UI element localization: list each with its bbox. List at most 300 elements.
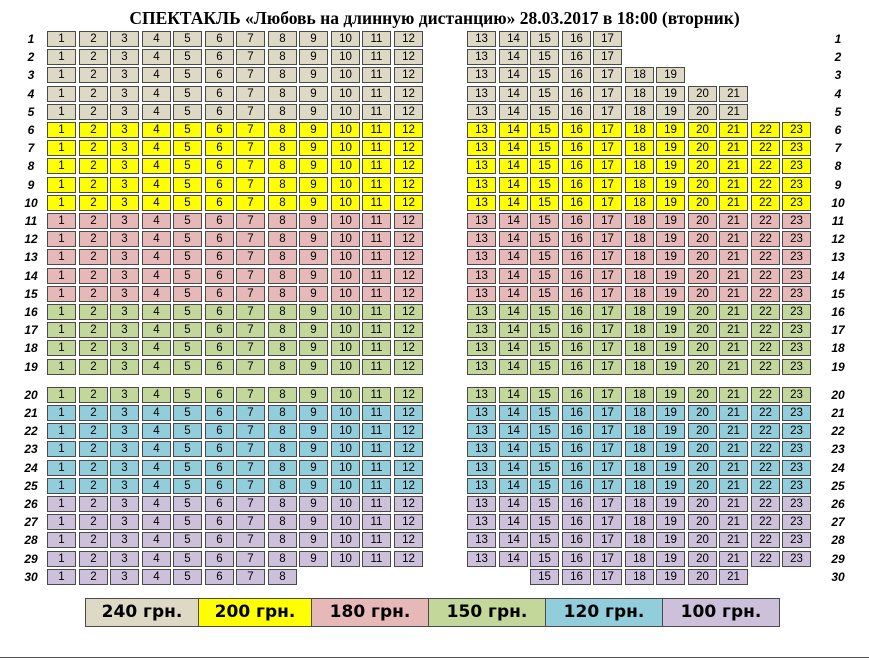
seat-row6-3[interactable]: 3 bbox=[110, 122, 139, 138]
seat-row30-7[interactable]: 7 bbox=[236, 569, 265, 585]
seat-row8-8[interactable]: 8 bbox=[268, 158, 297, 174]
seat-row11-11[interactable]: 11 bbox=[362, 213, 391, 229]
seat-row22-12[interactable]: 12 bbox=[394, 423, 423, 439]
seat-row14-10[interactable]: 10 bbox=[331, 268, 360, 284]
seat-row20-4[interactable]: 4 bbox=[142, 387, 171, 403]
seat-row1-8[interactable]: 8 bbox=[268, 31, 297, 47]
seat-row27-4[interactable]: 4 bbox=[142, 514, 171, 530]
seat-row11-3[interactable]: 3 bbox=[110, 213, 139, 229]
seat-row4-21[interactable]: 21 bbox=[719, 86, 748, 102]
seat-row27-8[interactable]: 8 bbox=[268, 514, 297, 530]
seat-row13-22[interactable]: 22 bbox=[751, 249, 780, 265]
seat-row18-11[interactable]: 11 bbox=[362, 340, 391, 356]
seat-row24-17[interactable]: 17 bbox=[593, 460, 622, 476]
seat-row18-22[interactable]: 22 bbox=[751, 340, 780, 356]
seat-row10-9[interactable]: 9 bbox=[299, 195, 328, 211]
seat-row30-4[interactable]: 4 bbox=[142, 569, 171, 585]
seat-row24-10[interactable]: 10 bbox=[331, 460, 360, 476]
seat-row13-14[interactable]: 14 bbox=[499, 249, 528, 265]
seat-row30-18[interactable]: 18 bbox=[625, 569, 654, 585]
seat-row19-15[interactable]: 15 bbox=[530, 359, 559, 375]
seat-row9-7[interactable]: 7 bbox=[236, 177, 265, 193]
seat-row26-17[interactable]: 17 bbox=[593, 496, 622, 512]
seat-row9-8[interactable]: 8 bbox=[268, 177, 297, 193]
seat-row9-19[interactable]: 19 bbox=[656, 177, 685, 193]
seat-row25-13[interactable]: 13 bbox=[467, 478, 496, 494]
seat-row6-12[interactable]: 12 bbox=[394, 122, 423, 138]
seat-row21-11[interactable]: 11 bbox=[362, 405, 391, 421]
seat-row13-8[interactable]: 8 bbox=[268, 249, 297, 265]
seat-row18-8[interactable]: 8 bbox=[268, 340, 297, 356]
seat-row7-14[interactable]: 14 bbox=[499, 140, 528, 156]
seat-row26-4[interactable]: 4 bbox=[142, 496, 171, 512]
seat-row15-5[interactable]: 5 bbox=[173, 286, 202, 302]
seat-row2-3[interactable]: 3 bbox=[110, 49, 139, 65]
seat-row5-16[interactable]: 16 bbox=[562, 104, 591, 120]
seat-row30-1[interactable]: 1 bbox=[47, 569, 76, 585]
seat-row5-10[interactable]: 10 bbox=[331, 104, 360, 120]
seat-row26-6[interactable]: 6 bbox=[205, 496, 234, 512]
seat-row20-11[interactable]: 11 bbox=[362, 387, 391, 403]
seat-row19-20[interactable]: 20 bbox=[688, 359, 717, 375]
seat-row8-15[interactable]: 15 bbox=[530, 158, 559, 174]
seat-row16-21[interactable]: 21 bbox=[719, 304, 748, 320]
seat-row11-8[interactable]: 8 bbox=[268, 213, 297, 229]
seat-row18-1[interactable]: 1 bbox=[47, 340, 76, 356]
seat-row10-2[interactable]: 2 bbox=[79, 195, 108, 211]
seat-row13-5[interactable]: 5 bbox=[173, 249, 202, 265]
seat-row20-23[interactable]: 23 bbox=[782, 387, 811, 403]
seat-row29-6[interactable]: 6 bbox=[205, 551, 234, 567]
seat-row23-16[interactable]: 16 bbox=[562, 441, 591, 457]
seat-row9-22[interactable]: 22 bbox=[751, 177, 780, 193]
seat-row1-1[interactable]: 1 bbox=[47, 31, 76, 47]
seat-row2-12[interactable]: 12 bbox=[394, 49, 423, 65]
seat-row6-9[interactable]: 9 bbox=[299, 122, 328, 138]
seat-row11-13[interactable]: 13 bbox=[467, 213, 496, 229]
seat-row13-4[interactable]: 4 bbox=[142, 249, 171, 265]
seat-row26-8[interactable]: 8 bbox=[268, 496, 297, 512]
seat-row28-19[interactable]: 19 bbox=[656, 532, 685, 548]
seat-row7-23[interactable]: 23 bbox=[782, 140, 811, 156]
seat-row17-7[interactable]: 7 bbox=[236, 322, 265, 338]
seat-row19-14[interactable]: 14 bbox=[499, 359, 528, 375]
seat-row27-20[interactable]: 20 bbox=[688, 514, 717, 530]
seat-row18-6[interactable]: 6 bbox=[205, 340, 234, 356]
seat-row3-18[interactable]: 18 bbox=[625, 67, 654, 83]
seat-row29-23[interactable]: 23 bbox=[782, 551, 811, 567]
seat-row23-10[interactable]: 10 bbox=[331, 441, 360, 457]
seat-row22-14[interactable]: 14 bbox=[499, 423, 528, 439]
seat-row10-17[interactable]: 17 bbox=[593, 195, 622, 211]
seat-row11-7[interactable]: 7 bbox=[236, 213, 265, 229]
seat-row8-5[interactable]: 5 bbox=[173, 158, 202, 174]
seat-row5-19[interactable]: 19 bbox=[656, 104, 685, 120]
seat-row5-13[interactable]: 13 bbox=[467, 104, 496, 120]
seat-row3-6[interactable]: 6 bbox=[205, 67, 234, 83]
seat-row28-18[interactable]: 18 bbox=[625, 532, 654, 548]
seat-row26-13[interactable]: 13 bbox=[467, 496, 496, 512]
seat-row17-19[interactable]: 19 bbox=[656, 322, 685, 338]
seat-row12-8[interactable]: 8 bbox=[268, 231, 297, 247]
seat-row16-14[interactable]: 14 bbox=[499, 304, 528, 320]
seat-row24-6[interactable]: 6 bbox=[205, 460, 234, 476]
seat-row28-7[interactable]: 7 bbox=[236, 532, 265, 548]
seat-row17-16[interactable]: 16 bbox=[562, 322, 591, 338]
seat-row25-19[interactable]: 19 bbox=[656, 478, 685, 494]
seat-row9-16[interactable]: 16 bbox=[562, 177, 591, 193]
seat-row11-20[interactable]: 20 bbox=[688, 213, 717, 229]
seat-row20-21[interactable]: 21 bbox=[719, 387, 748, 403]
seat-row7-21[interactable]: 21 bbox=[719, 140, 748, 156]
seat-row21-8[interactable]: 8 bbox=[268, 405, 297, 421]
seat-row22-5[interactable]: 5 bbox=[173, 423, 202, 439]
seat-row20-20[interactable]: 20 bbox=[688, 387, 717, 403]
seat-row3-5[interactable]: 5 bbox=[173, 67, 202, 83]
seat-row4-1[interactable]: 1 bbox=[47, 86, 76, 102]
seat-row29-22[interactable]: 22 bbox=[751, 551, 780, 567]
seat-row10-6[interactable]: 6 bbox=[205, 195, 234, 211]
seat-row17-14[interactable]: 14 bbox=[499, 322, 528, 338]
seat-row6-8[interactable]: 8 bbox=[268, 122, 297, 138]
seat-row26-21[interactable]: 21 bbox=[719, 496, 748, 512]
seat-row19-1[interactable]: 1 bbox=[47, 359, 76, 375]
seat-row8-3[interactable]: 3 bbox=[110, 158, 139, 174]
seat-row13-13[interactable]: 13 bbox=[467, 249, 496, 265]
seat-row23-22[interactable]: 22 bbox=[751, 441, 780, 457]
seat-row21-7[interactable]: 7 bbox=[236, 405, 265, 421]
seat-row2-14[interactable]: 14 bbox=[499, 49, 528, 65]
seat-row15-6[interactable]: 6 bbox=[205, 286, 234, 302]
seat-row20-14[interactable]: 14 bbox=[499, 387, 528, 403]
seat-row4-5[interactable]: 5 bbox=[173, 86, 202, 102]
seat-row8-20[interactable]: 20 bbox=[688, 158, 717, 174]
seat-row11-19[interactable]: 19 bbox=[656, 213, 685, 229]
seat-row8-1[interactable]: 1 bbox=[47, 158, 76, 174]
seat-row23-1[interactable]: 1 bbox=[47, 441, 76, 457]
seat-row27-23[interactable]: 23 bbox=[782, 514, 811, 530]
seat-row17-6[interactable]: 6 bbox=[205, 322, 234, 338]
seat-row15-15[interactable]: 15 bbox=[530, 286, 559, 302]
seat-row22-4[interactable]: 4 bbox=[142, 423, 171, 439]
seat-row22-16[interactable]: 16 bbox=[562, 423, 591, 439]
seat-row21-5[interactable]: 5 bbox=[173, 405, 202, 421]
seat-row20-16[interactable]: 16 bbox=[562, 387, 591, 403]
seat-row26-3[interactable]: 3 bbox=[110, 496, 139, 512]
seat-row22-19[interactable]: 19 bbox=[656, 423, 685, 439]
seat-row29-19[interactable]: 19 bbox=[656, 551, 685, 567]
seat-row15-18[interactable]: 18 bbox=[625, 286, 654, 302]
seat-row22-7[interactable]: 7 bbox=[236, 423, 265, 439]
seat-row7-6[interactable]: 6 bbox=[205, 140, 234, 156]
seat-row26-7[interactable]: 7 bbox=[236, 496, 265, 512]
seat-row27-10[interactable]: 10 bbox=[331, 514, 360, 530]
seat-row12-2[interactable]: 2 bbox=[79, 231, 108, 247]
seat-row27-21[interactable]: 21 bbox=[719, 514, 748, 530]
seat-row20-5[interactable]: 5 bbox=[173, 387, 202, 403]
seat-row21-9[interactable]: 9 bbox=[299, 405, 328, 421]
seat-row10-21[interactable]: 21 bbox=[719, 195, 748, 211]
seat-row8-21[interactable]: 21 bbox=[719, 158, 748, 174]
seat-row19-2[interactable]: 2 bbox=[79, 359, 108, 375]
seat-row17-10[interactable]: 10 bbox=[331, 322, 360, 338]
seat-row22-21[interactable]: 21 bbox=[719, 423, 748, 439]
seat-row27-1[interactable]: 1 bbox=[47, 514, 76, 530]
seat-row25-14[interactable]: 14 bbox=[499, 478, 528, 494]
seat-row16-4[interactable]: 4 bbox=[142, 304, 171, 320]
seat-row5-1[interactable]: 1 bbox=[47, 104, 76, 120]
seat-row10-3[interactable]: 3 bbox=[110, 195, 139, 211]
seat-row19-19[interactable]: 19 bbox=[656, 359, 685, 375]
seat-row26-2[interactable]: 2 bbox=[79, 496, 108, 512]
seat-row10-14[interactable]: 14 bbox=[499, 195, 528, 211]
seat-row23-20[interactable]: 20 bbox=[688, 441, 717, 457]
seat-row23-15[interactable]: 15 bbox=[530, 441, 559, 457]
seat-row21-21[interactable]: 21 bbox=[719, 405, 748, 421]
seat-row21-20[interactable]: 20 bbox=[688, 405, 717, 421]
seat-row26-15[interactable]: 15 bbox=[530, 496, 559, 512]
seat-row3-2[interactable]: 2 bbox=[79, 67, 108, 83]
seat-row4-16[interactable]: 16 bbox=[562, 86, 591, 102]
seat-row18-20[interactable]: 20 bbox=[688, 340, 717, 356]
seat-row25-20[interactable]: 20 bbox=[688, 478, 717, 494]
seat-row28-2[interactable]: 2 bbox=[79, 532, 108, 548]
seat-row20-13[interactable]: 13 bbox=[467, 387, 496, 403]
seat-row30-3[interactable]: 3 bbox=[110, 569, 139, 585]
seat-row7-18[interactable]: 18 bbox=[625, 140, 654, 156]
seat-row6-15[interactable]: 15 bbox=[530, 122, 559, 138]
seat-row10-15[interactable]: 15 bbox=[530, 195, 559, 211]
seat-row19-11[interactable]: 11 bbox=[362, 359, 391, 375]
seat-row27-2[interactable]: 2 bbox=[79, 514, 108, 530]
seat-row25-5[interactable]: 5 bbox=[173, 478, 202, 494]
seat-row8-13[interactable]: 13 bbox=[467, 158, 496, 174]
seat-row6-20[interactable]: 20 bbox=[688, 122, 717, 138]
seat-row28-8[interactable]: 8 bbox=[268, 532, 297, 548]
seat-row23-13[interactable]: 13 bbox=[467, 441, 496, 457]
seat-row4-13[interactable]: 13 bbox=[467, 86, 496, 102]
seat-row29-3[interactable]: 3 bbox=[110, 551, 139, 567]
seat-row18-9[interactable]: 9 bbox=[299, 340, 328, 356]
seat-row17-13[interactable]: 13 bbox=[467, 322, 496, 338]
seat-row17-2[interactable]: 2 bbox=[79, 322, 108, 338]
seat-row12-1[interactable]: 1 bbox=[47, 231, 76, 247]
seat-row6-11[interactable]: 11 bbox=[362, 122, 391, 138]
seat-row7-2[interactable]: 2 bbox=[79, 140, 108, 156]
seat-row15-17[interactable]: 17 bbox=[593, 286, 622, 302]
seat-row20-10[interactable]: 10 bbox=[331, 387, 360, 403]
seat-row23-14[interactable]: 14 bbox=[499, 441, 528, 457]
seat-row3-9[interactable]: 9 bbox=[299, 67, 328, 83]
seat-row19-13[interactable]: 13 bbox=[467, 359, 496, 375]
seat-row14-12[interactable]: 12 bbox=[394, 268, 423, 284]
seat-row15-22[interactable]: 22 bbox=[751, 286, 780, 302]
seat-row17-15[interactable]: 15 bbox=[530, 322, 559, 338]
seat-row29-11[interactable]: 11 bbox=[362, 551, 391, 567]
seat-row19-5[interactable]: 5 bbox=[173, 359, 202, 375]
seat-row6-22[interactable]: 22 bbox=[751, 122, 780, 138]
seat-row12-22[interactable]: 22 bbox=[751, 231, 780, 247]
seat-row7-4[interactable]: 4 bbox=[142, 140, 171, 156]
seat-row1-12[interactable]: 12 bbox=[394, 31, 423, 47]
seat-row13-17[interactable]: 17 bbox=[593, 249, 622, 265]
seat-row14-20[interactable]: 20 bbox=[688, 268, 717, 284]
seat-row1-13[interactable]: 13 bbox=[467, 31, 496, 47]
seat-row9-17[interactable]: 17 bbox=[593, 177, 622, 193]
seat-row11-15[interactable]: 15 bbox=[530, 213, 559, 229]
seat-row5-20[interactable]: 20 bbox=[688, 104, 717, 120]
seat-row11-18[interactable]: 18 bbox=[625, 213, 654, 229]
seat-row19-16[interactable]: 16 bbox=[562, 359, 591, 375]
seat-row13-20[interactable]: 20 bbox=[688, 249, 717, 265]
seat-row24-1[interactable]: 1 bbox=[47, 460, 76, 476]
seat-row2-11[interactable]: 11 bbox=[362, 49, 391, 65]
seat-row23-9[interactable]: 9 bbox=[299, 441, 328, 457]
seat-row17-18[interactable]: 18 bbox=[625, 322, 654, 338]
seat-row14-7[interactable]: 7 bbox=[236, 268, 265, 284]
seat-row8-22[interactable]: 22 bbox=[751, 158, 780, 174]
seat-row27-13[interactable]: 13 bbox=[467, 514, 496, 530]
seat-row16-12[interactable]: 12 bbox=[394, 304, 423, 320]
seat-row4-15[interactable]: 15 bbox=[530, 86, 559, 102]
seat-row11-2[interactable]: 2 bbox=[79, 213, 108, 229]
seat-row1-4[interactable]: 4 bbox=[142, 31, 171, 47]
seat-row2-1[interactable]: 1 bbox=[47, 49, 76, 65]
seat-row11-10[interactable]: 10 bbox=[331, 213, 360, 229]
seat-row5-18[interactable]: 18 bbox=[625, 104, 654, 120]
seat-row18-13[interactable]: 13 bbox=[467, 340, 496, 356]
seat-row27-5[interactable]: 5 bbox=[173, 514, 202, 530]
seat-row19-9[interactable]: 9 bbox=[299, 359, 328, 375]
seat-row9-13[interactable]: 13 bbox=[467, 177, 496, 193]
seat-row24-20[interactable]: 20 bbox=[688, 460, 717, 476]
seat-row19-10[interactable]: 10 bbox=[331, 359, 360, 375]
seat-row9-9[interactable]: 9 bbox=[299, 177, 328, 193]
seat-row2-17[interactable]: 17 bbox=[593, 49, 622, 65]
seat-row8-19[interactable]: 19 bbox=[656, 158, 685, 174]
seat-row14-13[interactable]: 13 bbox=[467, 268, 496, 284]
seat-row14-19[interactable]: 19 bbox=[656, 268, 685, 284]
seat-row14-15[interactable]: 15 bbox=[530, 268, 559, 284]
seat-row29-8[interactable]: 8 bbox=[268, 551, 297, 567]
seat-row5-6[interactable]: 6 bbox=[205, 104, 234, 120]
seat-row1-9[interactable]: 9 bbox=[299, 31, 328, 47]
seat-row24-22[interactable]: 22 bbox=[751, 460, 780, 476]
seat-row15-21[interactable]: 21 bbox=[719, 286, 748, 302]
seat-row14-22[interactable]: 22 bbox=[751, 268, 780, 284]
seat-row18-23[interactable]: 23 bbox=[782, 340, 811, 356]
seat-row7-9[interactable]: 9 bbox=[299, 140, 328, 156]
seat-row24-16[interactable]: 16 bbox=[562, 460, 591, 476]
seat-row29-4[interactable]: 4 bbox=[142, 551, 171, 567]
seat-row13-10[interactable]: 10 bbox=[331, 249, 360, 265]
seat-row20-9[interactable]: 9 bbox=[299, 387, 328, 403]
seat-row25-22[interactable]: 22 bbox=[751, 478, 780, 494]
seat-row23-8[interactable]: 8 bbox=[268, 441, 297, 457]
seat-row13-7[interactable]: 7 bbox=[236, 249, 265, 265]
seat-row15-19[interactable]: 19 bbox=[656, 286, 685, 302]
seat-row6-14[interactable]: 14 bbox=[499, 122, 528, 138]
seat-row8-11[interactable]: 11 bbox=[362, 158, 391, 174]
seat-row6-16[interactable]: 16 bbox=[562, 122, 591, 138]
seat-row28-10[interactable]: 10 bbox=[331, 532, 360, 548]
seat-row28-17[interactable]: 17 bbox=[593, 532, 622, 548]
seat-row24-12[interactable]: 12 bbox=[394, 460, 423, 476]
seat-row20-7[interactable]: 7 bbox=[236, 387, 265, 403]
seat-row4-8[interactable]: 8 bbox=[268, 86, 297, 102]
seat-row25-23[interactable]: 23 bbox=[782, 478, 811, 494]
seat-row15-3[interactable]: 3 bbox=[110, 286, 139, 302]
seat-row7-7[interactable]: 7 bbox=[236, 140, 265, 156]
seat-row23-6[interactable]: 6 bbox=[205, 441, 234, 457]
seat-row20-6[interactable]: 6 bbox=[205, 387, 234, 403]
seat-row11-9[interactable]: 9 bbox=[299, 213, 328, 229]
seat-row9-12[interactable]: 12 bbox=[394, 177, 423, 193]
seat-row18-5[interactable]: 5 bbox=[173, 340, 202, 356]
seat-row2-7[interactable]: 7 bbox=[236, 49, 265, 65]
seat-row24-9[interactable]: 9 bbox=[299, 460, 328, 476]
seat-row28-23[interactable]: 23 bbox=[782, 532, 811, 548]
seat-row11-22[interactable]: 22 bbox=[751, 213, 780, 229]
seat-row12-18[interactable]: 18 bbox=[625, 231, 654, 247]
seat-row29-2[interactable]: 2 bbox=[79, 551, 108, 567]
seat-row21-12[interactable]: 12 bbox=[394, 405, 423, 421]
seat-row22-11[interactable]: 11 bbox=[362, 423, 391, 439]
seat-row16-3[interactable]: 3 bbox=[110, 304, 139, 320]
seat-row9-20[interactable]: 20 bbox=[688, 177, 717, 193]
seat-row14-5[interactable]: 5 bbox=[173, 268, 202, 284]
seat-row21-10[interactable]: 10 bbox=[331, 405, 360, 421]
seat-row3-11[interactable]: 11 bbox=[362, 67, 391, 83]
seat-row12-19[interactable]: 19 bbox=[656, 231, 685, 247]
seat-row5-21[interactable]: 21 bbox=[719, 104, 748, 120]
seat-row5-12[interactable]: 12 bbox=[394, 104, 423, 120]
seat-row5-7[interactable]: 7 bbox=[236, 104, 265, 120]
seat-row2-2[interactable]: 2 bbox=[79, 49, 108, 65]
seat-row24-13[interactable]: 13 bbox=[467, 460, 496, 476]
seat-row15-13[interactable]: 13 bbox=[467, 286, 496, 302]
seat-row3-14[interactable]: 14 bbox=[499, 67, 528, 83]
seat-row16-1[interactable]: 1 bbox=[47, 304, 76, 320]
seat-row21-23[interactable]: 23 bbox=[782, 405, 811, 421]
seat-row20-19[interactable]: 19 bbox=[656, 387, 685, 403]
seat-row26-19[interactable]: 19 bbox=[656, 496, 685, 512]
seat-row30-5[interactable]: 5 bbox=[173, 569, 202, 585]
seat-row24-4[interactable]: 4 bbox=[142, 460, 171, 476]
seat-row27-12[interactable]: 12 bbox=[394, 514, 423, 530]
seat-row10-4[interactable]: 4 bbox=[142, 195, 171, 211]
seat-row3-16[interactable]: 16 bbox=[562, 67, 591, 83]
seat-row18-19[interactable]: 19 bbox=[656, 340, 685, 356]
seat-row3-1[interactable]: 1 bbox=[47, 67, 76, 83]
seat-row29-17[interactable]: 17 bbox=[593, 551, 622, 567]
seat-row13-9[interactable]: 9 bbox=[299, 249, 328, 265]
seat-row13-12[interactable]: 12 bbox=[394, 249, 423, 265]
seat-row1-2[interactable]: 2 bbox=[79, 31, 108, 47]
seat-row19-8[interactable]: 8 bbox=[268, 359, 297, 375]
seat-row23-19[interactable]: 19 bbox=[656, 441, 685, 457]
seat-row9-11[interactable]: 11 bbox=[362, 177, 391, 193]
seat-row10-18[interactable]: 18 bbox=[625, 195, 654, 211]
seat-row5-2[interactable]: 2 bbox=[79, 104, 108, 120]
seat-row3-19[interactable]: 19 bbox=[656, 67, 685, 83]
seat-row24-2[interactable]: 2 bbox=[79, 460, 108, 476]
seat-row17-23[interactable]: 23 bbox=[782, 322, 811, 338]
seat-row12-4[interactable]: 4 bbox=[142, 231, 171, 247]
seat-row20-18[interactable]: 18 bbox=[625, 387, 654, 403]
seat-row3-4[interactable]: 4 bbox=[142, 67, 171, 83]
seat-row8-23[interactable]: 23 bbox=[782, 158, 811, 174]
